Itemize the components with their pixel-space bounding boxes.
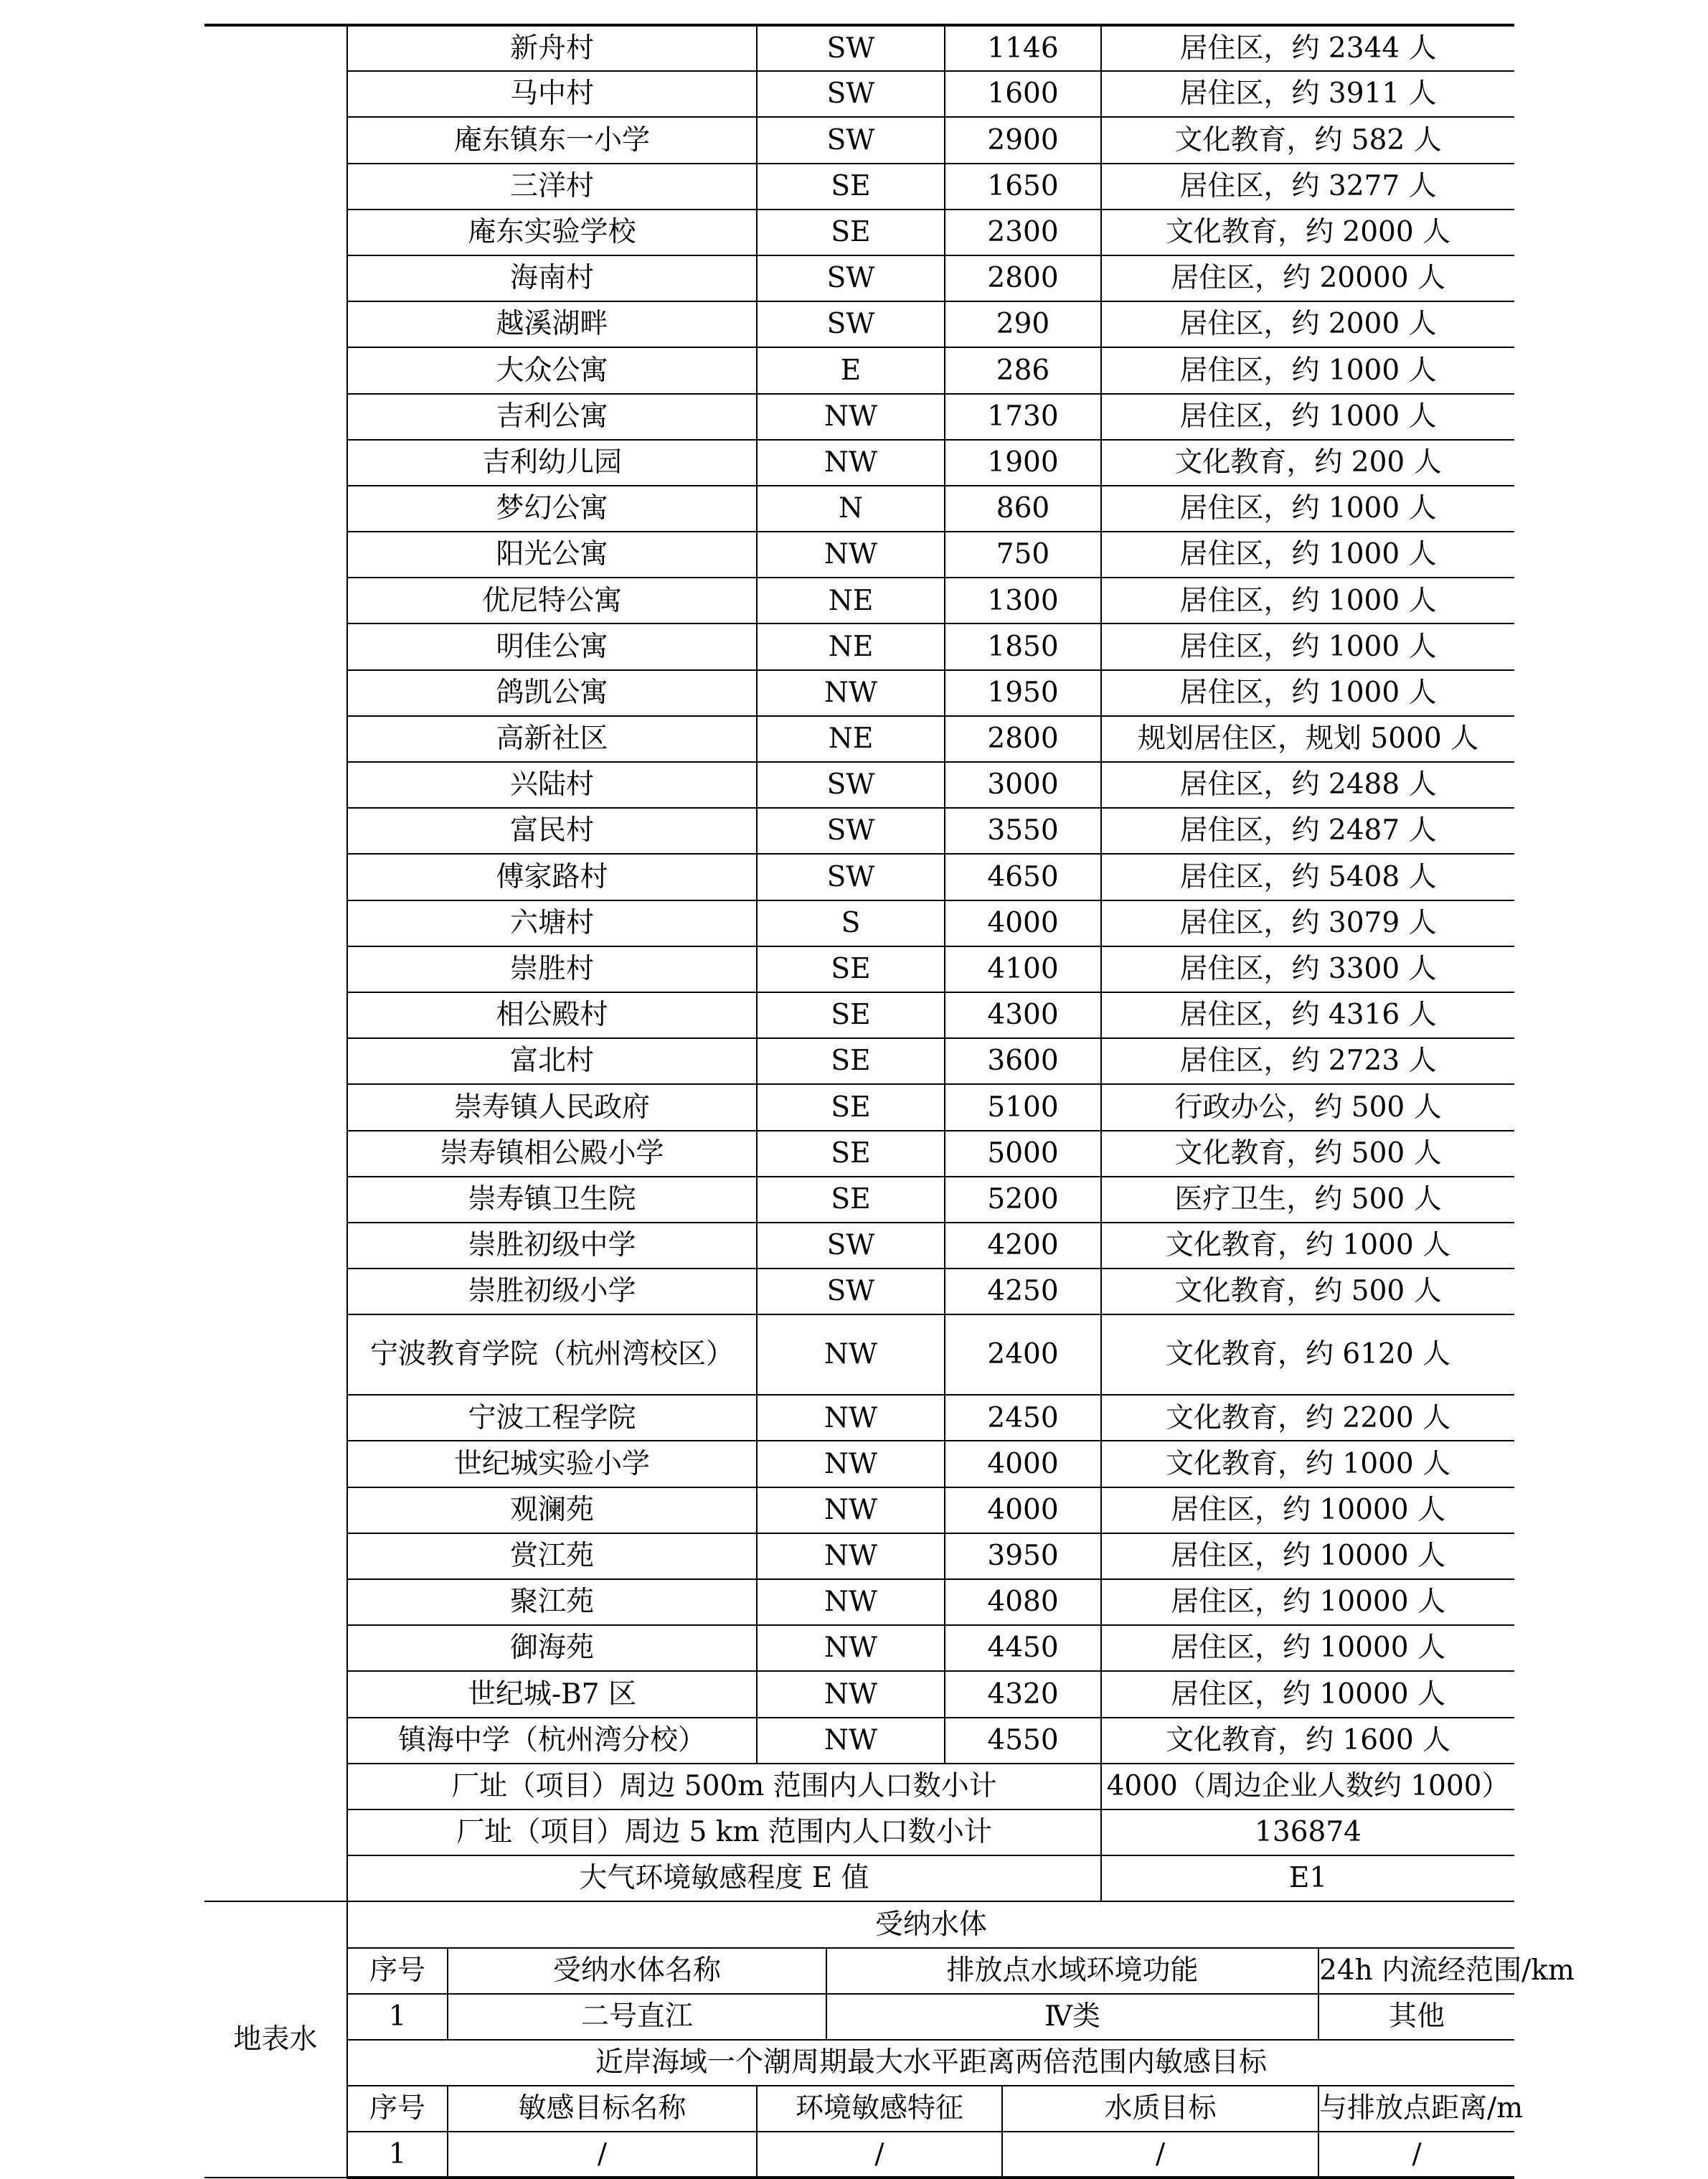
attribute: 医疗卫生，约 500 人	[1101, 1177, 1514, 1223]
distance: 4320	[945, 1671, 1101, 1717]
target-name: 崇寿镇卫生院	[347, 1177, 757, 1223]
distance: 2800	[945, 716, 1101, 762]
attribute: 文化教育，约 1600 人	[1101, 1718, 1514, 1764]
target-name: 世纪城-B7 区	[347, 1671, 757, 1717]
distance: 5100	[945, 1084, 1101, 1130]
target-name: 越溪湖畔	[347, 301, 757, 347]
direction: SW	[757, 762, 945, 808]
distance: 1850	[945, 623, 1101, 669]
target-name: 崇寿镇人民政府	[347, 1084, 757, 1130]
col-water-name-value: 二号直江	[448, 1994, 826, 2040]
attribute: 文化教育，约 1000 人	[1101, 1223, 1514, 1269]
attribute: 居住区，约 2344 人	[1101, 25, 1514, 71]
attribute: 居住区，约 2488 人	[1101, 762, 1514, 808]
distance: 1650	[945, 164, 1101, 210]
attribute: 居住区，约 10000 人	[1101, 1579, 1514, 1625]
target-name: 三洋村	[347, 164, 757, 210]
summary-value: E1	[1101, 1855, 1514, 1901]
table-row	[204, 394, 1514, 440]
attribute: 居住区，约 1000 人	[1101, 486, 1514, 532]
col-distance-value: /	[1318, 2132, 1514, 2178]
target-name: 阳光公寓	[347, 532, 757, 578]
distance: 1300	[945, 578, 1101, 623]
table-row	[204, 854, 1514, 900]
attribute: 居住区，约 10000 人	[1101, 1671, 1514, 1717]
sensitive-header-row	[204, 2086, 1514, 2132]
target-name: 聚江苑	[347, 1579, 757, 1625]
direction: NW	[757, 1625, 945, 1671]
target-name: 庵东镇东一小学	[347, 117, 757, 163]
sensitive-data-row	[204, 2132, 1514, 2178]
direction: SE	[757, 1131, 945, 1177]
receiving-title: 受纳水体	[347, 1901, 1514, 1947]
attribute: 居住区，约 1000 人	[1101, 670, 1514, 716]
direction: NW	[757, 1487, 945, 1533]
target-name: 富民村	[347, 808, 757, 854]
table-row	[204, 1625, 1514, 1671]
target-name: 海南村	[347, 255, 757, 301]
table-row	[204, 1718, 1514, 1764]
attribute: 文化教育，约 200 人	[1101, 440, 1514, 486]
attribute: 居住区，约 1000 人	[1101, 532, 1514, 578]
attribute: 居住区，约 1000 人	[1101, 578, 1514, 623]
receiving-header-row	[204, 1948, 1514, 1994]
direction: NW	[757, 440, 945, 486]
attribute: 居住区，约 2723 人	[1101, 1038, 1514, 1084]
table-row	[204, 25, 1514, 71]
direction: SW	[757, 854, 945, 900]
table-row	[204, 210, 1514, 255]
target-name: 明佳公寓	[347, 623, 757, 669]
distance: 3950	[945, 1533, 1101, 1579]
distance: 290	[945, 301, 1101, 347]
target-name: 富北村	[347, 1038, 757, 1084]
direction: NW	[757, 532, 945, 578]
direction: NE	[757, 578, 945, 623]
distance: 4100	[945, 946, 1101, 992]
summary-row	[204, 1764, 1514, 1809]
distance: 5000	[945, 1131, 1101, 1177]
distance: 4250	[945, 1269, 1101, 1314]
table-row	[204, 1487, 1514, 1533]
table-row	[204, 117, 1514, 163]
target-name: 六塘村	[347, 900, 757, 946]
distance: 2450	[945, 1395, 1101, 1441]
summary-row	[204, 1809, 1514, 1855]
attribute: 居住区，约 10000 人	[1101, 1533, 1514, 1579]
receiving-data-row	[204, 1994, 1514, 2040]
distance: 860	[945, 486, 1101, 532]
direction: SE	[757, 1177, 945, 1223]
target-name: 新舟村	[347, 25, 757, 71]
category-cell-surface-water: 地表水	[204, 1901, 347, 2178]
direction: S	[757, 900, 945, 946]
col-index-header: 序号	[347, 2086, 448, 2132]
direction: NW	[757, 1718, 945, 1764]
distance: 2900	[945, 117, 1101, 163]
col-flow-range-header: 24h 内流经范围/km	[1318, 1948, 1514, 1994]
distance: 1600	[945, 71, 1101, 117]
direction: NW	[757, 1395, 945, 1441]
direction: SE	[757, 946, 945, 992]
distance: 2400	[945, 1314, 1101, 1395]
distance: 4080	[945, 1579, 1101, 1625]
direction: SW	[757, 117, 945, 163]
distance: 1146	[945, 25, 1101, 71]
direction: NW	[757, 1441, 945, 1487]
distance: 286	[945, 347, 1101, 393]
target-name: 马中村	[347, 71, 757, 117]
table-row	[204, 716, 1514, 762]
target-name: 吉利幼儿园	[347, 440, 757, 486]
category-cell-atmosphere	[204, 25, 347, 1901]
direction: SW	[757, 1269, 945, 1314]
target-name: 镇海中学（杭州湾分校）	[347, 1718, 757, 1764]
distance: 1730	[945, 394, 1101, 440]
direction: SW	[757, 301, 945, 347]
table-row	[204, 164, 1514, 210]
target-name: 崇胜初级中学	[347, 1223, 757, 1269]
col-sensitivity-value: /	[757, 2132, 1002, 2178]
sensitive-title: 近岸海域一个潮周期最大水平距离两倍范围内敏感目标	[347, 2040, 1514, 2086]
attribute: 居住区，约 3277 人	[1101, 164, 1514, 210]
distance: 4550	[945, 1718, 1101, 1764]
distance: 4000	[945, 900, 1101, 946]
col-water-target-header: 水质目标	[1002, 2086, 1318, 2132]
direction: SE	[757, 1038, 945, 1084]
table-row	[204, 1084, 1514, 1130]
direction: NE	[757, 716, 945, 762]
target-name: 赏江苑	[347, 1533, 757, 1579]
direction: NW	[757, 670, 945, 716]
distance: 3550	[945, 808, 1101, 854]
attribute: 居住区，约 1000 人	[1101, 347, 1514, 393]
table-row	[204, 1177, 1514, 1223]
target-name: 傅家路村	[347, 854, 757, 900]
attribute: 居住区，约 3300 人	[1101, 946, 1514, 992]
distance: 5200	[945, 1177, 1101, 1223]
col-water-target-value: /	[1002, 2132, 1318, 2178]
receiving-title-row	[204, 1901, 1514, 1947]
col-index-header: 序号	[347, 1948, 448, 1994]
sensitive-targets-table	[204, 24, 1575, 2179]
direction: SE	[757, 992, 945, 1038]
target-name: 优尼特公寓	[347, 578, 757, 623]
distance: 4000	[945, 1441, 1101, 1487]
target-name: 崇胜初级小学	[347, 1269, 757, 1314]
attribute: 文化教育，约 2200 人	[1101, 1395, 1514, 1441]
col-flow-range-value: 其他	[1318, 1994, 1514, 2040]
attribute: 行政办公，约 500 人	[1101, 1084, 1514, 1130]
attribute: 居住区，约 1000 人	[1101, 623, 1514, 669]
table-row	[204, 1131, 1514, 1177]
attribute: 文化教育，约 1000 人	[1101, 1441, 1514, 1487]
table-row	[204, 301, 1514, 347]
direction: SW	[757, 71, 945, 117]
distance: 4650	[945, 854, 1101, 900]
table-row	[204, 486, 1514, 532]
target-name: 高新社区	[347, 716, 757, 762]
summary-value: 136874	[1101, 1809, 1514, 1855]
direction: NE	[757, 623, 945, 669]
table-row	[204, 946, 1514, 992]
target-name: 御海苑	[347, 1625, 757, 1671]
summary-value: 4000（周边企业人数约 1000）	[1101, 1764, 1514, 1809]
attribute: 居住区，约 10000 人	[1101, 1487, 1514, 1533]
attribute: 文化教育，约 582 人	[1101, 117, 1514, 163]
col-sensitivity-header: 环境敏感特征	[757, 2086, 1002, 2132]
attribute: 居住区，约 2487 人	[1101, 808, 1514, 854]
col-water-function-header: 排放点水域环境功能	[826, 1948, 1318, 1994]
col-index-value: 1	[347, 1994, 448, 2040]
target-name: 观澜苑	[347, 1487, 757, 1533]
target-name: 崇寿镇相公殿小学	[347, 1131, 757, 1177]
summary-label: 厂址（项目）周边 5 km 范围内人口数小计	[347, 1809, 1101, 1855]
table-row	[204, 1314, 1514, 1395]
direction: SW	[757, 808, 945, 854]
table-row	[204, 440, 1514, 486]
attribute: 居住区，约 4316 人	[1101, 992, 1514, 1038]
col-target-name-value: /	[448, 2132, 757, 2178]
table-row	[204, 347, 1514, 393]
direction: SW	[757, 255, 945, 301]
summary-label: 大气环境敏感程度 E 值	[347, 1855, 1101, 1901]
distance: 3600	[945, 1038, 1101, 1084]
direction: NW	[757, 1671, 945, 1717]
table-row	[204, 1223, 1514, 1269]
target-name: 相公殿村	[347, 992, 757, 1038]
col-index-value: 1	[347, 2132, 448, 2178]
table-row	[204, 1441, 1514, 1487]
attribute: 文化教育，约 6120 人	[1101, 1314, 1514, 1395]
summary-label: 厂址（项目）周边 500m 范围内人口数小计	[347, 1764, 1101, 1809]
summary-row	[204, 1855, 1514, 1901]
direction: NW	[757, 1533, 945, 1579]
target-name: 宁波教育学院（杭州湾校区）	[347, 1314, 757, 1395]
target-name: 吉利公寓	[347, 394, 757, 440]
table-row	[204, 1579, 1514, 1625]
table-row	[204, 1269, 1514, 1314]
target-name: 宁波工程学院	[347, 1395, 757, 1441]
table-row	[204, 578, 1514, 623]
attribute: 居住区，约 1000 人	[1101, 394, 1514, 440]
col-water-function-value: Ⅳ类	[826, 1994, 1318, 2040]
attribute: 居住区，约 3079 人	[1101, 900, 1514, 946]
attribute: 文化教育，约 500 人	[1101, 1269, 1514, 1314]
table-row	[204, 532, 1514, 578]
target-name: 鸽凯公寓	[347, 670, 757, 716]
distance: 750	[945, 532, 1101, 578]
distance: 1950	[945, 670, 1101, 716]
col-distance-header: 与排放点距离/m	[1318, 2086, 1514, 2132]
direction: SE	[757, 1084, 945, 1130]
attribute: 居住区，约 20000 人	[1101, 255, 1514, 301]
direction: SW	[757, 1223, 945, 1269]
distance: 4200	[945, 1223, 1101, 1269]
target-name: 世纪城实验小学	[347, 1441, 757, 1487]
direction: SW	[757, 25, 945, 71]
table-row	[204, 623, 1514, 669]
target-name: 兴陆村	[347, 762, 757, 808]
col-water-name-header: 受纳水体名称	[448, 1948, 826, 1994]
distance: 2800	[945, 255, 1101, 301]
direction: NW	[757, 394, 945, 440]
table-row	[204, 900, 1514, 946]
direction: SE	[757, 164, 945, 210]
distance: 3000	[945, 762, 1101, 808]
distance: 4300	[945, 992, 1101, 1038]
sensitive-title-row	[204, 2040, 1514, 2086]
table-row	[204, 71, 1514, 117]
attribute: 文化教育，约 2000 人	[1101, 210, 1514, 255]
attribute: 文化教育，约 500 人	[1101, 1131, 1514, 1177]
table-row	[204, 808, 1514, 854]
table-row	[204, 255, 1514, 301]
target-name: 梦幻公寓	[347, 486, 757, 532]
attribute: 居住区，约 10000 人	[1101, 1625, 1514, 1671]
distance: 4450	[945, 1625, 1101, 1671]
direction: N	[757, 486, 945, 532]
table-row	[204, 670, 1514, 716]
attribute: 居住区，约 2000 人	[1101, 301, 1514, 347]
distance: 1900	[945, 440, 1101, 486]
col-target-name-header: 敏感目标名称	[448, 2086, 757, 2132]
attribute: 规划居住区，规划 5000 人	[1101, 716, 1514, 762]
target-name: 大众公寓	[347, 347, 757, 393]
table-row	[204, 1395, 1514, 1441]
attribute: 居住区，约 3911 人	[1101, 71, 1514, 117]
attribute: 居住区，约 5408 人	[1101, 854, 1514, 900]
table-row	[204, 992, 1514, 1038]
table-body	[204, 25, 1575, 2178]
target-name: 崇胜村	[347, 946, 757, 992]
target-name: 庵东实验学校	[347, 210, 757, 255]
direction: E	[757, 347, 945, 393]
distance: 4000	[945, 1487, 1101, 1533]
table-row	[204, 1533, 1514, 1579]
table-row	[204, 1671, 1514, 1717]
table-row	[204, 762, 1514, 808]
direction: NW	[757, 1314, 945, 1395]
distance: 2300	[945, 210, 1101, 255]
direction: NW	[757, 1579, 945, 1625]
table-row	[204, 1038, 1514, 1084]
direction: SE	[757, 210, 945, 255]
